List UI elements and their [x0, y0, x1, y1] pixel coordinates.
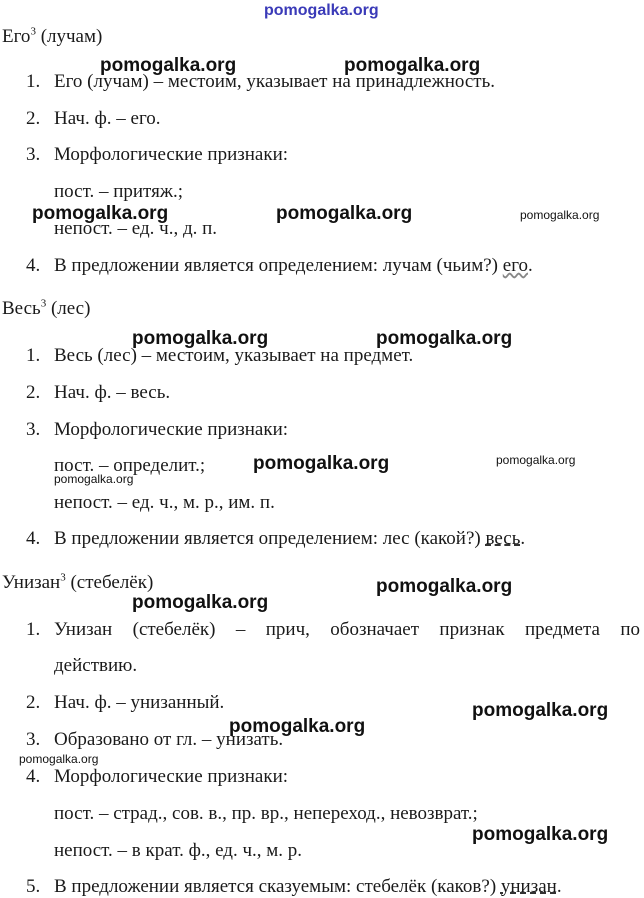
watermark: pomogalka.org [520, 208, 600, 222]
watermark: pomogalka.org [132, 592, 269, 613]
item-number: 2. [26, 692, 41, 713]
section-heading-ves [2, 298, 90, 320]
item-text: Его (лучам) – местоим, указывает на принадлежность. [54, 71, 496, 92]
watermark: pomogalka.org [376, 328, 513, 349]
heading-superscript: 3 [30, 25, 36, 38]
feature-variable: непост. – ед. ч., м. р., им. п. [54, 492, 275, 513]
feature-constant: пост. – определит.; [54, 455, 206, 476]
heading-word: Весь [2, 298, 41, 319]
underlined-word: весь [485, 528, 521, 549]
heading-word: Унизан [2, 572, 61, 593]
underlined-word: его [502, 255, 529, 276]
feature-variable: непост. – в крат. ф., ед. ч., м. р. [54, 840, 303, 861]
sentence-end: . [556, 876, 562, 897]
sentence-end: . [520, 528, 526, 549]
item-number: 1. [26, 345, 41, 366]
item-text: Морфологические признаки: [54, 419, 289, 440]
item-number: 1. [26, 71, 41, 92]
heading-context: (лес) [46, 298, 91, 319]
item-text: Образовано от гл. – унизать. [54, 729, 284, 750]
item-text: Морфологические признаки: [54, 144, 289, 165]
watermark: pomogalka.org [376, 576, 513, 597]
item-text [54, 876, 562, 898]
heading-superscript: 3 [40, 297, 47, 310]
watermark: pomogalka.org [132, 328, 269, 349]
watermark: pomogalka.org [19, 752, 99, 766]
feature-variable: непост. – ед. ч., д. п. [54, 218, 218, 239]
item-number: 3. [26, 144, 41, 165]
watermark: pomogalka.org [229, 716, 366, 737]
item-text [54, 255, 533, 277]
item-text: Весь (лес) – местоим, указывает на предмет. [54, 345, 414, 366]
watermark: pomogalka.org [472, 824, 609, 845]
watermark-top: pomogalka.org [264, 2, 379, 19]
sentence-text: В предложении является определением: лучам (чьим?) [54, 255, 503, 276]
item-number: 4. [26, 255, 41, 276]
section-heading-unizan [2, 572, 153, 594]
feature-constant: пост. – страд., сов. в., пр. вр., непереход., невозврат.; [54, 803, 478, 824]
heading-context: (лучам) [35, 26, 103, 47]
section-heading-ego [2, 26, 102, 48]
item-number: 1. [26, 619, 41, 640]
sentence-text: В предложении является определением: лес (какой?) [54, 528, 486, 549]
feature-constant: пост. – притяж.; [54, 181, 183, 202]
sentence-end: . [528, 255, 533, 276]
item-number: 2. [26, 382, 41, 403]
item-text: Унизан (стебелёк) – прич, обозначает признак предмета по [54, 619, 640, 640]
item-text: Морфологические признаки: [54, 766, 289, 787]
sentence-text: В предложении является сказуемым: стебелёк (каков?) [54, 876, 501, 897]
item-number: 4. [26, 766, 41, 787]
watermark: pomogalka.org [54, 472, 134, 486]
watermark: pomogalka.org [344, 55, 481, 76]
heading-context: (стебелёк) [65, 572, 154, 593]
item-text: Нач. ф. – его. [54, 108, 161, 129]
item-text-continuation: действию. [54, 655, 138, 676]
item-text [54, 528, 525, 550]
watermark: pomogalka.org [32, 203, 169, 224]
heading-word: Его [2, 26, 31, 47]
watermark: pomogalka.org [100, 55, 237, 76]
watermark: pomogalka.org [253, 453, 390, 474]
watermark: pomogalka.org [472, 700, 609, 721]
underlined-word: унизан [500, 876, 557, 897]
item-number: 2. [26, 108, 41, 129]
item-text: Нач. ф. – весь. [54, 382, 171, 403]
watermark: pomogalka.org [276, 203, 413, 224]
item-number: 3. [26, 419, 41, 440]
watermark: pomogalka.org [496, 453, 576, 467]
item-number: 5. [26, 876, 41, 897]
heading-superscript: 3 [60, 571, 66, 584]
item-text: Нач. ф. – унизанный. [54, 692, 225, 713]
item-number: 4. [26, 528, 41, 549]
item-number: 3. [26, 729, 41, 750]
